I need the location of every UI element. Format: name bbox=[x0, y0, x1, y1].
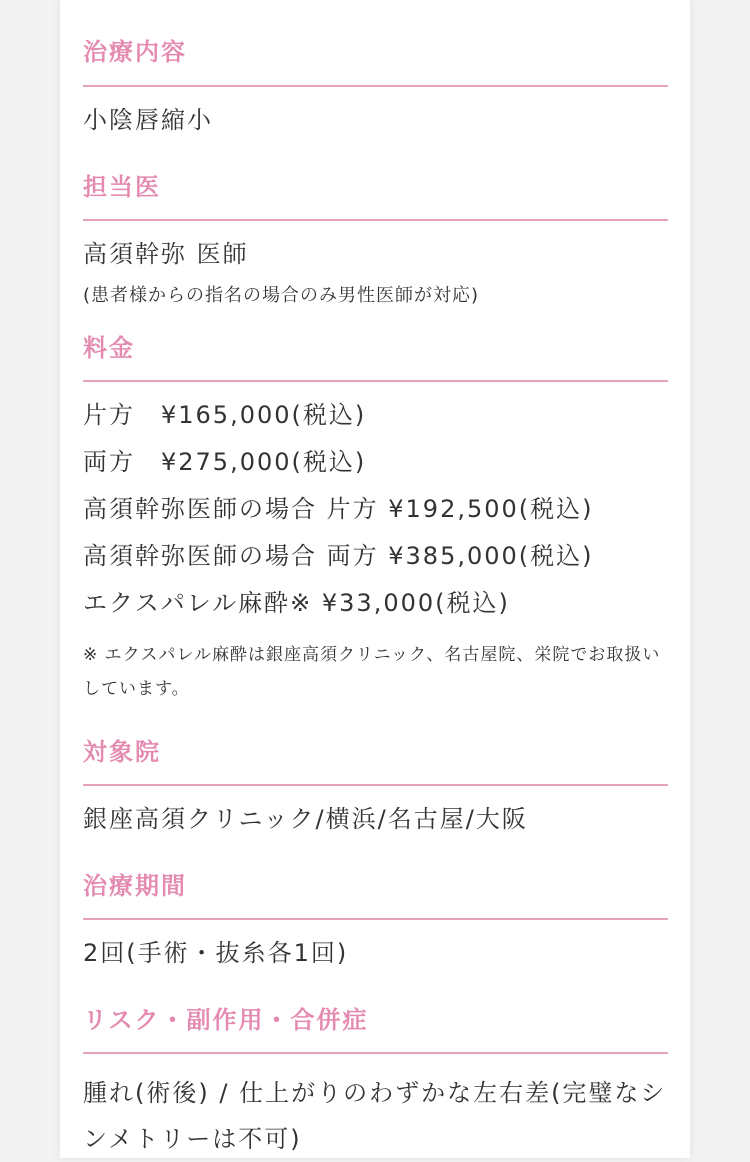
risks-heading: リスク・副作用・合併症 bbox=[83, 1006, 369, 1034]
period-value: 2回(手術・抜糸各1回) bbox=[83, 939, 349, 967]
price-line-one-side: 片方 ¥165,000(税込) bbox=[83, 401, 367, 429]
price-note: ※ エクスパレル麻酔は銀座高須クリニック、名古屋院、栄院でお取扱いしています。 bbox=[83, 645, 661, 699]
risks-value: 腫れ(術後) / 仕上がりのわずかな左右差(完璧なシンメトリーは不可) bbox=[83, 1079, 667, 1153]
clinics-heading: 対象院 bbox=[83, 738, 161, 766]
doctor-heading: 担当医 bbox=[83, 173, 161, 201]
doctor-value: 高須幹弥 医師 bbox=[83, 240, 249, 268]
clinics-divider bbox=[83, 784, 668, 786]
price-line-takasu-one-side: 高須幹弥医師の場合 片方 ¥192,500(税込) bbox=[83, 495, 594, 523]
doctor-note: (患者様からの指名の場合のみ男性医師が対応) bbox=[83, 285, 480, 306]
doctor-divider bbox=[83, 219, 668, 221]
price-heading: 料金 bbox=[83, 334, 135, 362]
price-line-anesthesia: エクスパレル麻酔※ ¥33,000(税込) bbox=[83, 589, 510, 617]
price-line-both-sides: 両方 ¥275,000(税込) bbox=[83, 448, 367, 476]
risks-divider bbox=[83, 1052, 668, 1054]
clinics-value: 銀座高須クリニック/横浜/名古屋/大阪 bbox=[83, 805, 528, 833]
price-divider bbox=[83, 380, 668, 382]
treatment-value: 小陰唇縮小 bbox=[83, 106, 213, 134]
treatment-divider bbox=[83, 85, 668, 87]
period-divider bbox=[83, 918, 668, 920]
period-heading: 治療期間 bbox=[83, 872, 187, 900]
treatment-info-card bbox=[60, 0, 690, 1158]
price-line-takasu-both-sides: 高須幹弥医師の場合 両方 ¥385,000(税込) bbox=[83, 542, 594, 570]
treatment-heading: 治療内容 bbox=[83, 38, 187, 66]
